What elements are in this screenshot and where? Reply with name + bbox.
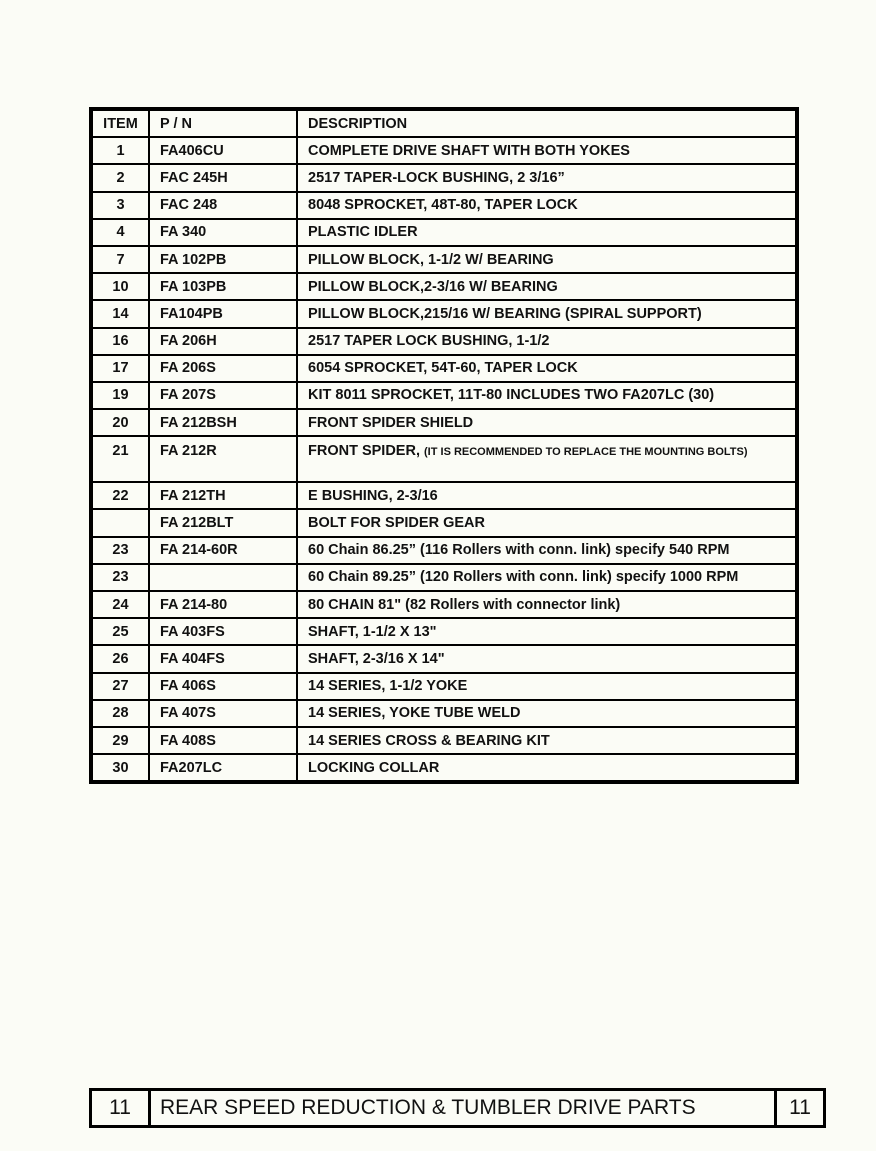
description-cell: COMPLETE DRIVE SHAFT WITH BOTH YOKES [297,137,797,164]
description-cell: 60 Chain 89.25” (120 Rollers with conn. link) specify 1000 RPM [297,564,797,591]
pn-cell: FA 212TH [149,482,297,509]
table-row [91,564,797,591]
pn-cell: FAC 245H [149,164,297,191]
table-row [91,137,797,164]
description-cell: 60 Chain 86.25” (116 Rollers with conn. link) specify 540 RPM [297,537,797,564]
table-row [91,618,797,645]
description-cell: PILLOW BLOCK,215/16 W/ BEARING (SPIRAL SUPPORT) [297,300,797,327]
pn-cell: FA 340 [149,219,297,246]
item-cell: 26 [91,645,149,672]
page-number-right: 11 [789,1096,811,1119]
table-row [91,164,797,191]
item-cell: 20 [91,409,149,436]
description-cell: 8048 SPROCKET, 48T-80, TAPER LOCK [297,192,797,219]
pn-cell: FA 212BLT [149,509,297,536]
description-cell: E BUSHING, 2-3/16 [297,482,797,509]
parts-table [89,107,799,784]
item-cell: 23 [91,564,149,591]
pn-cell: FA 212R [149,436,297,482]
section-title: REAR SPEED REDUCTION & TUMBLER DRIVE PARTS [151,1091,777,1125]
table-row [91,192,797,219]
pn-cell: FA 214-80 [149,591,297,618]
item-cell: 28 [91,700,149,727]
item-cell: 17 [91,355,149,382]
description-cell [297,436,797,482]
description-cell: 14 SERIES CROSS & BEARING KIT [297,727,797,754]
header-item: ITEM [91,109,149,137]
item-cell: 7 [91,246,149,273]
description-cell: 2517 TAPER LOCK BUSHING, 1-1/2 [297,328,797,355]
pn-cell: FA 212BSH [149,409,297,436]
item-cell: 19 [91,382,149,409]
item-cell: 21 [91,436,149,482]
description-cell: SHAFT, 1-1/2 X 13" [297,618,797,645]
item-cell: 23 [91,537,149,564]
pn-cell: FA 407S [149,700,297,727]
table-row [91,273,797,300]
table-row [91,355,797,382]
description-cell: KIT 8011 SPROCKET, 11T-80 INCLUDES TWO FA207LC (30) [297,382,797,409]
pn-cell: FA 406S [149,673,297,700]
table-row [91,436,797,482]
description-cell: BOLT FOR SPIDER GEAR [297,509,797,536]
item-cell: 24 [91,591,149,618]
description-cell: SHAFT, 2-3/16 X 14" [297,645,797,672]
item-cell [91,509,149,536]
pn-cell: FA104PB [149,300,297,327]
description-cell: 2517 TAPER-LOCK BUSHING, 2 3/16” [297,164,797,191]
table-row [91,300,797,327]
description-cell: LOCKING COLLAR [297,754,797,782]
pn-cell: FA 102PB [149,246,297,273]
description-cell: 14 SERIES, 1-1/2 YOKE [297,673,797,700]
description-cell: PLASTIC IDLER [297,219,797,246]
header-description: DESCRIPTION [297,109,797,137]
description-note: (IT IS RECOMMENDED TO REPLACE THE MOUNTING BOLTS) [424,446,748,459]
pn-cell: FA406CU [149,137,297,164]
pn-cell: FA 214-60R [149,537,297,564]
description-cell: 6054 SPROCKET, 54T-60, TAPER LOCK [297,355,797,382]
table-row [91,509,797,536]
header-pn: P / N [149,109,297,137]
table-row [91,673,797,700]
item-cell: 14 [91,300,149,327]
item-cell: 4 [91,219,149,246]
pn-cell: FA 403FS [149,618,297,645]
item-cell: 3 [91,192,149,219]
item-cell: 10 [91,273,149,300]
table-row [91,754,797,782]
item-cell: 2 [91,164,149,191]
pn-cell: FA 206H [149,328,297,355]
item-cell: 30 [91,754,149,782]
pn-cell: FA 404FS [149,645,297,672]
item-cell: 29 [91,727,149,754]
description-cell: 80 CHAIN 81" (82 Rollers with connector link) [297,591,797,618]
pn-cell: FA207LC [149,754,297,782]
table-row [91,727,797,754]
table-header-row [91,109,797,137]
pn-cell: FA 408S [149,727,297,754]
table-row [91,700,797,727]
description-cell: PILLOW BLOCK,2-3/16 W/ BEARING [297,273,797,300]
pn-cell: FAC 248 [149,192,297,219]
table-row [91,591,797,618]
table-row [91,382,797,409]
description-text: FRONT SPIDER, [308,443,420,460]
pn-cell: FA 207S [149,382,297,409]
table-row [91,409,797,436]
table-row [91,328,797,355]
description-cell: FRONT SPIDER SHIELD [297,409,797,436]
item-cell: 27 [91,673,149,700]
table-row [91,537,797,564]
pn-cell [149,564,297,591]
table-row [91,246,797,273]
pn-cell: FA 206S [149,355,297,382]
item-cell: 25 [91,618,149,645]
page-number-left: 11 [92,1091,151,1125]
table-row [91,219,797,246]
item-cell: 1 [91,137,149,164]
table-row [91,482,797,509]
item-cell: 22 [91,482,149,509]
page-footer [89,1088,826,1128]
pn-cell: FA 103PB [149,273,297,300]
description-cell: 14 SERIES, YOKE TUBE WELD [297,700,797,727]
description-cell: PILLOW BLOCK, 1-1/2 W/ BEARING [297,246,797,273]
table-row [91,645,797,672]
item-cell: 16 [91,328,149,355]
